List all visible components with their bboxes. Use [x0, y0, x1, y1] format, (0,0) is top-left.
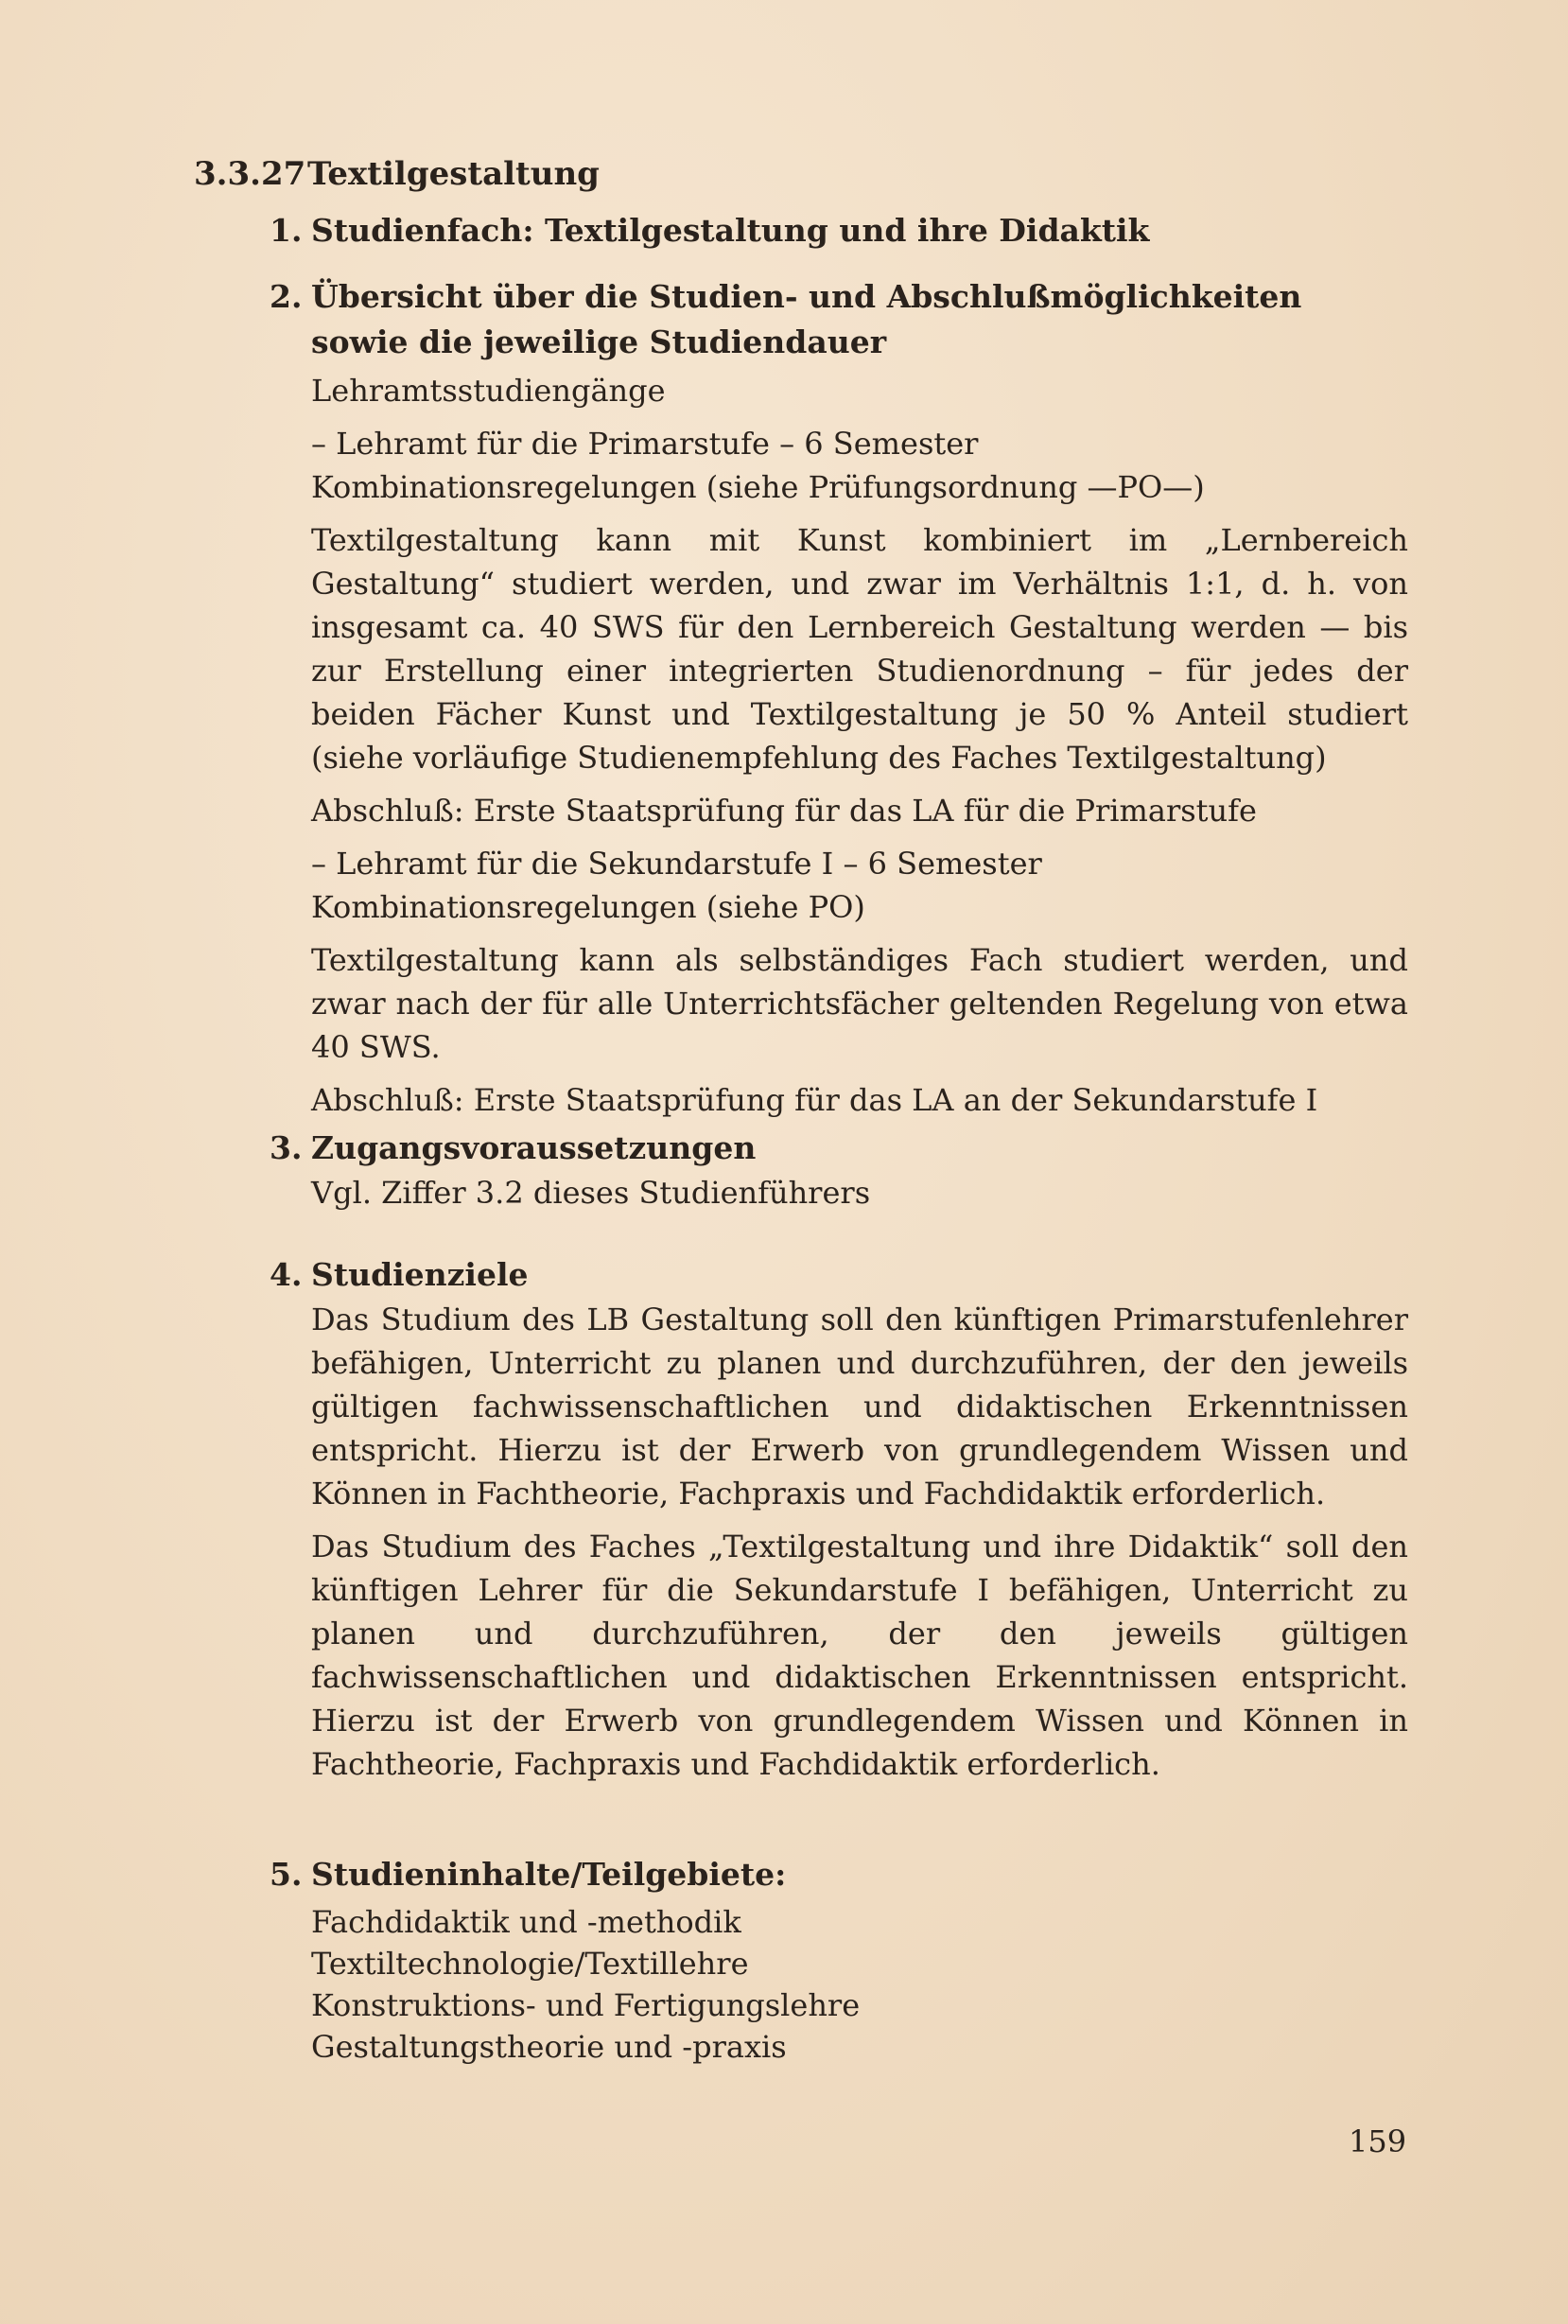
item-2-paragraph-1: Textilgestaltung kann mit Kunst kombiniert im „Lernbereich Gestaltung“ studiert werden, und zwar im Verhältnis 1:1, d. h. von insgesamt ca. 40 SWS für den Lernbereich Gestaltung werden — bis zur Erstellung einer integrierten Studienordnung – für jedes der beiden Fächer Kunst und Textilgestaltung je 50 % Anteil studiert (siehe vorläufige Studienempfehlung des Faches Textilgestaltung) [311, 522, 1408, 776]
item-5-number: 5. [270, 1856, 303, 1893]
section-title-text: Textilgestaltung [307, 155, 600, 193]
item-5-body [311, 1901, 1408, 2068]
list-item: Konstruktions- und Fertigungslehre [311, 1987, 861, 2023]
item-3-heading [270, 1126, 1404, 1171]
item-3-title: Zugangsvoraussetzungen [311, 1129, 757, 1166]
list-item: Fachdidaktik und -methodik [311, 1904, 741, 1940]
item-3-body [311, 1171, 1408, 1214]
item-2-title: Übersicht über die Studien- und Abschlußmöglichkeiten sowie die jeweilige Studiendauer [311, 278, 1302, 360]
item-1-title: Studienfach: Textilgestaltung und ihre Didaktik [311, 212, 1150, 249]
item-2-line-6: Kombinationsregelungen (siehe PO) [311, 889, 865, 925]
item-2-heading [270, 274, 1404, 365]
item-2 [270, 274, 1408, 1122]
item-5-title: Studieninhalte/Teilgebiete: [311, 1856, 787, 1893]
page-number: 159 [1349, 2123, 1407, 2159]
item-4-heading [270, 1252, 1404, 1298]
item-4-paragraph-2: Das Studium des Faches „Textilgestaltung und ihre Didaktik“ soll den künftigen Lehrer für die Sekundarstufe I befähigen, Unterricht zu planen und durchzuführen, der den jeweils gültigen fachwissenschaftlichen und didaktischen Erkenntnissen entspricht. Hierzu ist der Erwerb von grundlegendem Wissen und Können in Fachtheorie, Fachpraxis und Fachdidaktik erforderlich. [311, 1529, 1408, 1782]
item-2-number: 2. [270, 278, 303, 315]
item-3-text: Vgl. Ziffer 3.2 dieses Studienführers [311, 1175, 871, 1211]
list-item: Textiltechnologie/Textillehre [311, 1946, 749, 1982]
item-4-number: 4. [270, 1256, 303, 1293]
section-heading [194, 155, 600, 193]
item-4 [270, 1252, 1408, 1786]
item-2-paragraph-2: Textilgestaltung kann als selbständiges Fach studiert werden, und zwar nach der für alle Unterrichtsfächer geltenden Regelung von etwa 40 SWS. [311, 942, 1408, 1065]
item-2-line-1: Lehramtsstudiengänge [311, 373, 666, 409]
item-4-body [311, 1298, 1408, 1786]
item-4-title: Studienziele [311, 1256, 529, 1293]
list-item: Gestaltungstheorie und -praxis [311, 2029, 787, 2065]
item-2-line-4: Abschluß: Erste Staatsprüfung für das LA für die Primarstufe [311, 793, 1257, 829]
item-1-number: 1. [270, 212, 303, 249]
item-5-heading [270, 1852, 1404, 1897]
item-3 [270, 1126, 1404, 1214]
item-4-paragraph-1: Das Studium des LB Gestaltung soll den künftigen Primarstufenlehrer befähigen, Unterricht zu planen und durchzuführen, der den jeweils gültigen fachwissenschaftlichen und didaktischen Erkenntnissen entspricht. Hierzu ist der Erwerb von grundlegendem Wissen und Können in Fachtheorie, Fachpraxis und Fachdidaktik erforderlich. [311, 1302, 1408, 1511]
item-1 [270, 208, 1404, 253]
item-5 [270, 1852, 1404, 2068]
item-3-number: 3. [270, 1129, 303, 1166]
item-2-line-7: Abschluß: Erste Staatsprüfung für das LA an der Sekundarstufe I [311, 1082, 1318, 1118]
item-2-body [311, 369, 1408, 1122]
item-2-line-5: – Lehramt für die Sekundarstufe I – 6 Semester [311, 846, 1042, 882]
section-number: 3.3.27 [194, 155, 306, 193]
item-1-heading [270, 208, 1404, 253]
item-2-line-3: Kombinationsregelungen (siehe Prüfungsordnung —PO—) [311, 469, 1205, 505]
item-2-line-2: – Lehramt für die Primarstufe – 6 Semester [311, 426, 979, 462]
